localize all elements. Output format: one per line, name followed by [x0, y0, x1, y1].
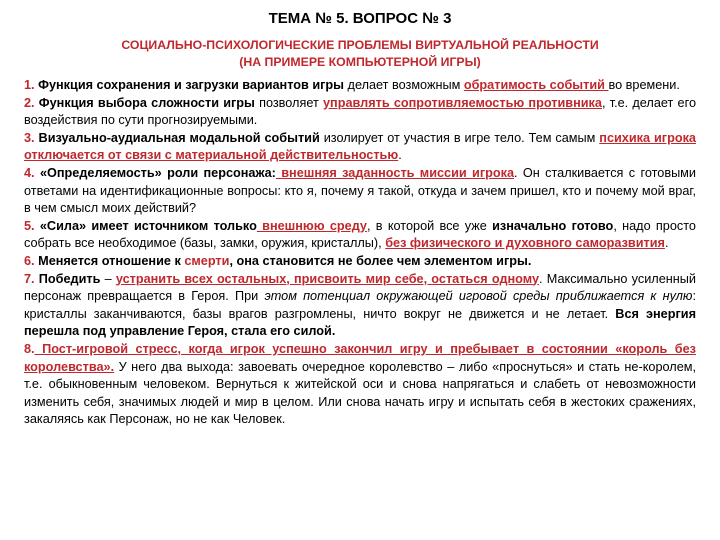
item-text: .: [398, 148, 402, 163]
item-text: изолирует от участия в игре тело. Тем самым: [319, 130, 600, 145]
item-text: позволяет: [254, 95, 323, 110]
item-text: .: [664, 236, 669, 251]
item-heading: Меняется отношение к: [34, 253, 185, 268]
item-8: [24, 341, 696, 429]
item-heading: «Определяемость» роли персонажа:: [34, 165, 276, 180]
subtitle-line-2: (НА ПРИМЕРЕ КОМПЬЮТЕРНОЙ ИГРЫ): [239, 55, 481, 69]
item-highlight: внешняя заданность миссии игрока: [275, 165, 515, 180]
item-number: 5.: [24, 218, 35, 233]
item-bold-phrase: изначально готово: [492, 218, 614, 233]
item-heading: Визуально-аудиальная модальной событий: [34, 130, 320, 145]
item-heading: Функция выбора сложности игры: [34, 95, 255, 110]
item-highlight: управлять сопротивляемостью противника: [323, 95, 602, 110]
item-highlight: обратимость событий: [463, 78, 609, 92]
item-number: 6.: [24, 253, 35, 268]
item-number: 7.: [24, 271, 35, 286]
content-body: [24, 77, 696, 429]
item-text: . Максимально усиленный персонаж превращается в Героя. При: [24, 271, 696, 304]
item-italic-phrase: этом потенциал окружающей игровой среды приближается к нулю: [264, 289, 693, 304]
item-heading: Функция сохранения и загрузки вариантов игры: [34, 78, 345, 92]
item-number: 1.: [24, 78, 35, 92]
item-number: 4.: [24, 165, 35, 180]
item-text: : кристаллы заканчиваются, базы врагов разгромлены, ничто вокруг не движется и не летает.: [24, 289, 697, 321]
subtitle-line-1: СОЦИАЛЬНО-ПСИХОЛОГИЧЕСКИЕ ПРОБЛЕМЫ ВИРТУАЛЬНОЙ РЕАЛЬНОСТИ: [121, 38, 599, 52]
item-heading: Победить: [34, 271, 101, 286]
item-text: во времени.: [608, 78, 680, 92]
item-highlight-2: без физического и духовного саморазвития: [385, 236, 665, 251]
item-1: [24, 77, 696, 95]
item-7: [24, 271, 696, 341]
item-highlight: внешнюю среду: [256, 218, 367, 233]
item-highlight: устранить всех остальных, присвоить мир себе, остаться одному: [115, 271, 540, 286]
item-text: –: [100, 271, 116, 286]
item-5: [24, 218, 696, 253]
item-text: , в которой все уже: [366, 218, 493, 233]
item-4: [24, 165, 696, 218]
item-red-word: смерти: [184, 253, 230, 268]
page-title: ТЕМА № 5. ВОПРОС № 3: [268, 10, 452, 27]
item-text: , т.е. делает его воздействия по сути прогнозируемыми.: [24, 95, 697, 128]
item-bold-phrase: , она становится не более чем элементом игры.: [229, 253, 532, 268]
item-number: 8.: [24, 341, 35, 356]
item-2: [24, 95, 696, 130]
item-text: . Он сталкивается с готовыми ответами на идентификационные вопросы: кто я, почему я такой, откуда и зачем пришел, кто и почему мой враг, в чем смысл моих действий?: [24, 165, 696, 216]
item-6: [24, 253, 696, 271]
item-highlight: Пост-игровой стресс, когда игрок успешно закончил игру и пребывает в состоянии «король без королевства».: [24, 341, 696, 374]
item-number: 3.: [24, 130, 35, 145]
item-number: 2.: [24, 95, 35, 110]
item-text: , надо просто собрать все необходимое (базы, замки, оружия, кристаллы),: [24, 218, 696, 251]
item-heading: «Сила» имеет источником только: [34, 218, 257, 233]
item-text: У него два выхода: завоевать очередное королевство – либо «проснуться» и стать не-королем, т.е. обыкновенным человеком. Вернуться к житейской оси и снова напрягаться и слабеть от невозможности изменить себя, значимых людей и мир в целом. Или снова начать игру и испытать себя в жестоких сражениях, закаляясь как Персонаж, но не как Человек.: [24, 359, 696, 427]
item-3: [24, 130, 696, 165]
item-highlight: психика игрока отключается от связи с материальной действительностью: [24, 130, 696, 163]
item-text: делает возможным: [344, 78, 464, 92]
item-bold-phrase: Вся энергия перешла под управление Героя, стала его силой.: [24, 306, 696, 339]
